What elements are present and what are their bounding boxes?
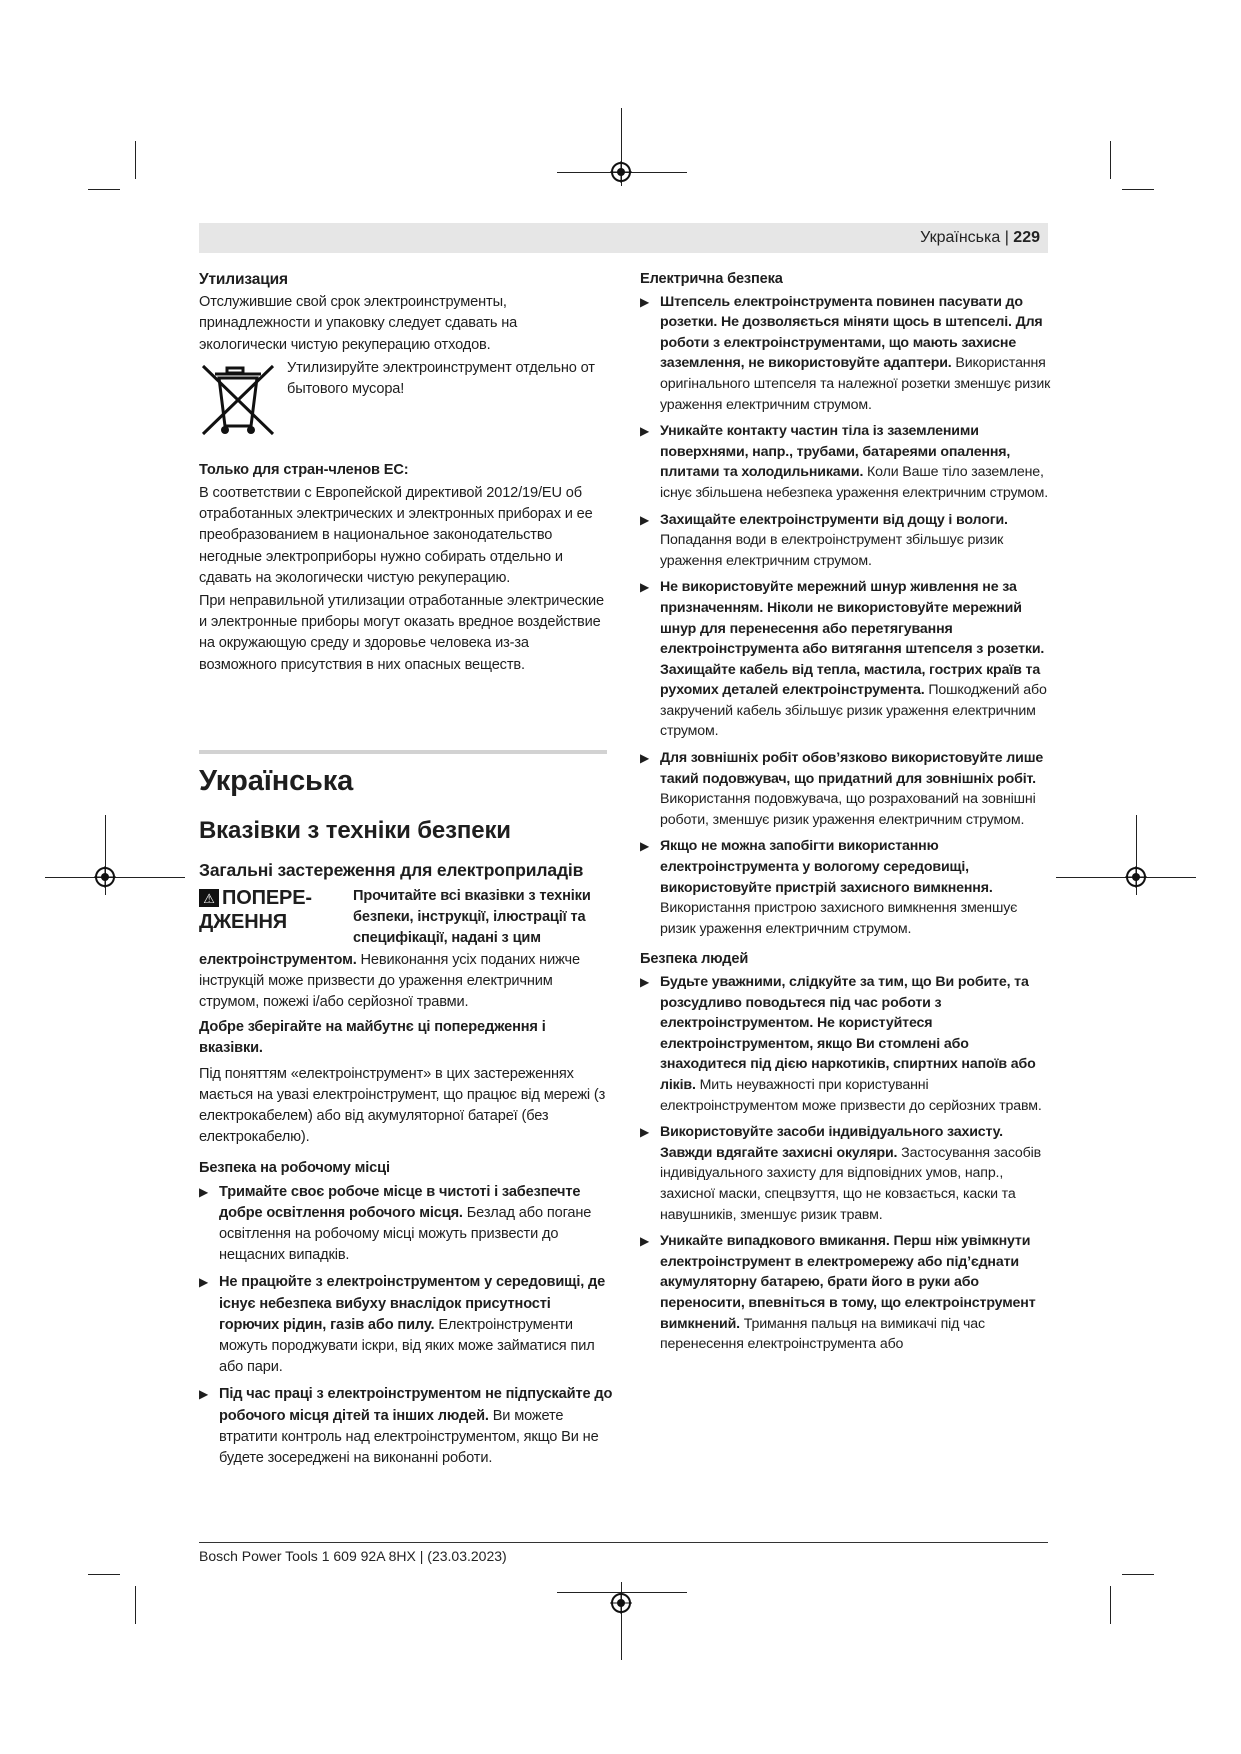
right-column	[640, 269, 1052, 1361]
list-item	[199, 1272, 613, 1378]
header-separator: |	[1004, 229, 1009, 246]
item-text: Коли Ваше тіло заземлене, існує збільшена небезпека ураження електричним струмом.	[660, 464, 1048, 501]
bullet-arrow-icon: ▶	[640, 424, 650, 439]
crop-mark	[88, 189, 120, 190]
bullet-arrow-icon: ▶	[640, 975, 650, 989]
crop-mark	[1110, 1586, 1111, 1624]
list-item	[640, 1122, 1052, 1225]
item-bold: Уникайте випадкового вмикання. Перш ніж увімкнути електроінструмент в електромережу або під’єднати акумуляторну батарею, брати його в руки або переносити, впевніться в тому, що електроінструмент вимкнений.	[660, 1233, 1036, 1332]
list-item	[640, 577, 1052, 742]
crop-mark	[1122, 189, 1154, 190]
item-bold: Для зовнішніх робіт обов’язково використовуйте лише такий подовжувач, що придатний для зовнішніх робіт.	[660, 750, 1044, 787]
keep-instructions: Добре зберігайте на майбутнє ці попередження і вказівки.	[199, 1019, 546, 1057]
list-item	[640, 836, 1052, 939]
item-bold: Штепсель електроінструмента повинен пасувати до розетки. Не дозволяється міняти щось в штепселі. Для роботи з електроінструментами, що мають захисне заземлення, не використовуйте адаптери.	[660, 293, 1043, 372]
disposal-icon-block	[199, 358, 607, 440]
item-bold: Не використовуйте мережний шнур живлення не за призначенням. Ніколи не використовуйте мережний шнур для перенесення або перетягування електроінструмента або витягання штепселя з розетки. Захищайте кабель від тепла, мастила, гострих країв та рухомих деталей електроінструмента.	[660, 579, 1045, 699]
list-item	[640, 972, 1052, 1116]
item-text: Тримання пальця на вимикачі під час перенесення електроінструмента або	[660, 1315, 985, 1353]
footer-text: Bosch Power Tools 1 609 92A 8HX | (23.03.2023)	[199, 1548, 507, 1564]
bullet-arrow-icon: ▶	[640, 839, 650, 854]
page-header	[199, 223, 1048, 253]
registration-mark-icon	[610, 1592, 632, 1614]
list-item	[199, 1182, 613, 1267]
warning-block	[199, 886, 613, 1013]
list-item	[640, 748, 1052, 830]
left-column	[199, 269, 607, 678]
warning-bold-text-2: електроінструментом.	[199, 951, 357, 968]
item-text: Безлад або погане освітлення на робочому місці можуть призвести до нещасних випадків.	[219, 1204, 592, 1264]
item-text: Застосування засобів індивідуального захисту для відповідних умов, напр., захисної маски, спецвзуття, що не ковзається, каски та навушників, зменшує ризик травм.	[660, 1144, 1042, 1223]
item-bold: Будьте уважними, слідкуйте за тим, що Ви робите, та розсудливо поводьтеся під час роботи з електроінструментом. Не користуйтеся електроінструментом, якщо Ви стомлені або знаходитеся під дією наркотиків, спиртних напоїв або ліків.	[660, 974, 1036, 1093]
header-section: Українська	[920, 229, 1001, 246]
page-number: 229	[1013, 229, 1040, 246]
warning-label-line1: ПОПЕРЕ-	[222, 887, 312, 909]
language-title: Українська	[199, 765, 354, 797]
bullet-arrow-icon: ▶	[640, 1125, 650, 1140]
item-bold: Не працюйте з електроінструментом у середовищі, де існує небезпека вибуху внаслідок присутності горючих рідин, газів або пилу.	[219, 1274, 606, 1333]
item-bold: Якщо не можна запобігти використанню електроінструмента у вологому середовищі, використовуйте пристрій захисного вимкнення.	[660, 838, 993, 896]
warning-label	[199, 886, 353, 934]
disposal-paragraph: Отслужившие свой срок электроинструменты, принадлежности и упаковку следует сдавать на экологически чистую рекуперацию отходов.	[199, 294, 518, 353]
warning-label-line2: ДЖЕННЯ	[199, 911, 288, 933]
item-text: Використання пристрою захисного вимкнення зменшує ризик ураження електричним струмом.	[660, 900, 1018, 937]
item-text: Електроінструменти можуть породжувати іскри, від яких може займатися пил або пари.	[219, 1316, 595, 1376]
eu-paragraph-1: В соответствии с Европейской директивой 2012/19/EU об отработанных электрических и электронных приборах и ее преобразованием в национальное законодательство негодные электроприборы нужно собирать отдельно и сдавать на экологически чистую рекуперацию.	[199, 485, 593, 586]
eu-paragraph-2: При неправильной утилизации отработанные электрические и электронные приборы могут оказать вредное воздействие на окружающую среду и здоровье человека из-за возможного присутствия в них опасных веществ.	[199, 593, 604, 673]
eu-heading: Только для стран-членов ЕС:	[199, 461, 409, 478]
list-item	[640, 1231, 1052, 1355]
bullet-arrow-icon: ▶	[640, 1234, 650, 1249]
bullet-arrow-icon: ▶	[199, 1184, 209, 1199]
disposal-icon-text: Утилизируйте электроинструмент отдельно от бытового мусора!	[287, 359, 595, 398]
crop-mark	[88, 1574, 120, 1575]
list-item	[199, 1384, 613, 1469]
left-column-ukrainian	[199, 764, 613, 1475]
disposal-heading: Утилизация	[199, 271, 288, 288]
registration-mark-icon	[610, 161, 632, 183]
item-text: Попадання води в електроінструмент збільшує ризик ураження електричним струмом.	[660, 532, 1004, 569]
footer-rule	[199, 1542, 1048, 1543]
bullet-arrow-icon: ▶	[199, 1275, 209, 1290]
workplace-heading: Безпека на робочому місці	[199, 1160, 390, 1177]
section-divider	[199, 750, 607, 754]
crop-mark	[1110, 141, 1111, 179]
crop-mark	[135, 1586, 136, 1624]
registration-mark-icon	[1125, 866, 1147, 888]
electric-safety-heading: Електрична безпека	[640, 271, 783, 287]
list-item	[640, 421, 1052, 503]
warning-bold-text: Прочитайте всі вказівки з техніки безпеки, інструкції, ілюстрації та специфікації, надані з цим	[353, 888, 591, 947]
item-text: Мить неуважності при користуванні електроінструментом може призвести до серйозних травм.	[660, 1076, 1042, 1114]
bullet-arrow-icon: ▶	[640, 751, 650, 766]
warning-triangle-icon: ⚠	[199, 889, 219, 907]
bullet-arrow-icon: ▶	[640, 294, 650, 309]
people-safety-heading: Безпека людей	[640, 951, 749, 968]
item-text: Використання подовжувача, що розрахований на зовнішні роботи, зменшує ризик ураження електричним струмом.	[660, 791, 1036, 828]
warning-text: Невиконання усіх поданих нижче інструкцій може призвести до ураження електричним струмом, пожежі і/або серйозної травми.	[199, 951, 580, 1011]
header-text	[920, 229, 1040, 247]
item-bold: Під час праці з електроінструментом не підпускайте до робочого місця дітей та інших людей.	[219, 1386, 613, 1424]
crossed-bin-icon	[199, 360, 277, 438]
item-bold: Тримайте своє робоче місце в чистоті і забезпечте добре освітлення робочого місця.	[219, 1183, 581, 1221]
term-definition: Під поняттям «електроінструмент» в цих застереженнях мається на увазі електроінструмент, що працює від мережі (з електрокабелем) або від акумуляторної батареї (без електрокабелю).	[199, 1065, 606, 1146]
list-item	[640, 292, 1052, 416]
item-bold: Уникайте контакту частин тіла із заземленими поверхнями, напр., трубами, батареями опалення, плитами та холодильниками.	[660, 423, 1011, 481]
general-warnings-title: Загальні застереження для електроприладів	[199, 860, 584, 880]
registration-mark-icon	[94, 866, 116, 888]
bullet-arrow-icon: ▶	[199, 1387, 209, 1402]
list-item	[640, 510, 1052, 572]
item-bold: Захищайте електроінструменти від дощу і вологи.	[660, 511, 1008, 528]
item-text: Пошкоджений або закручений кабель збільшує ризик ураження електричним струмом.	[660, 682, 1047, 740]
bullet-arrow-icon: ▶	[640, 580, 650, 595]
item-text: Ви можете втратити контроль над електроінструментом, якщо Ви не будете зосереджені на виконанні роботи.	[219, 1407, 599, 1467]
crop-mark	[135, 141, 136, 179]
item-bold: Використовуйте засоби індивідуального захисту. Завжди вдягайте захисні окуляри.	[660, 1124, 1003, 1161]
bullet-arrow-icon: ▶	[640, 512, 650, 527]
crop-mark	[1122, 1574, 1154, 1575]
item-text: Використання оригінального штепселя та належної розетки зменшує ризик ураження електричним струмом.	[660, 355, 1051, 413]
safety-title: Вказівки з техніки безпеки	[199, 817, 511, 844]
